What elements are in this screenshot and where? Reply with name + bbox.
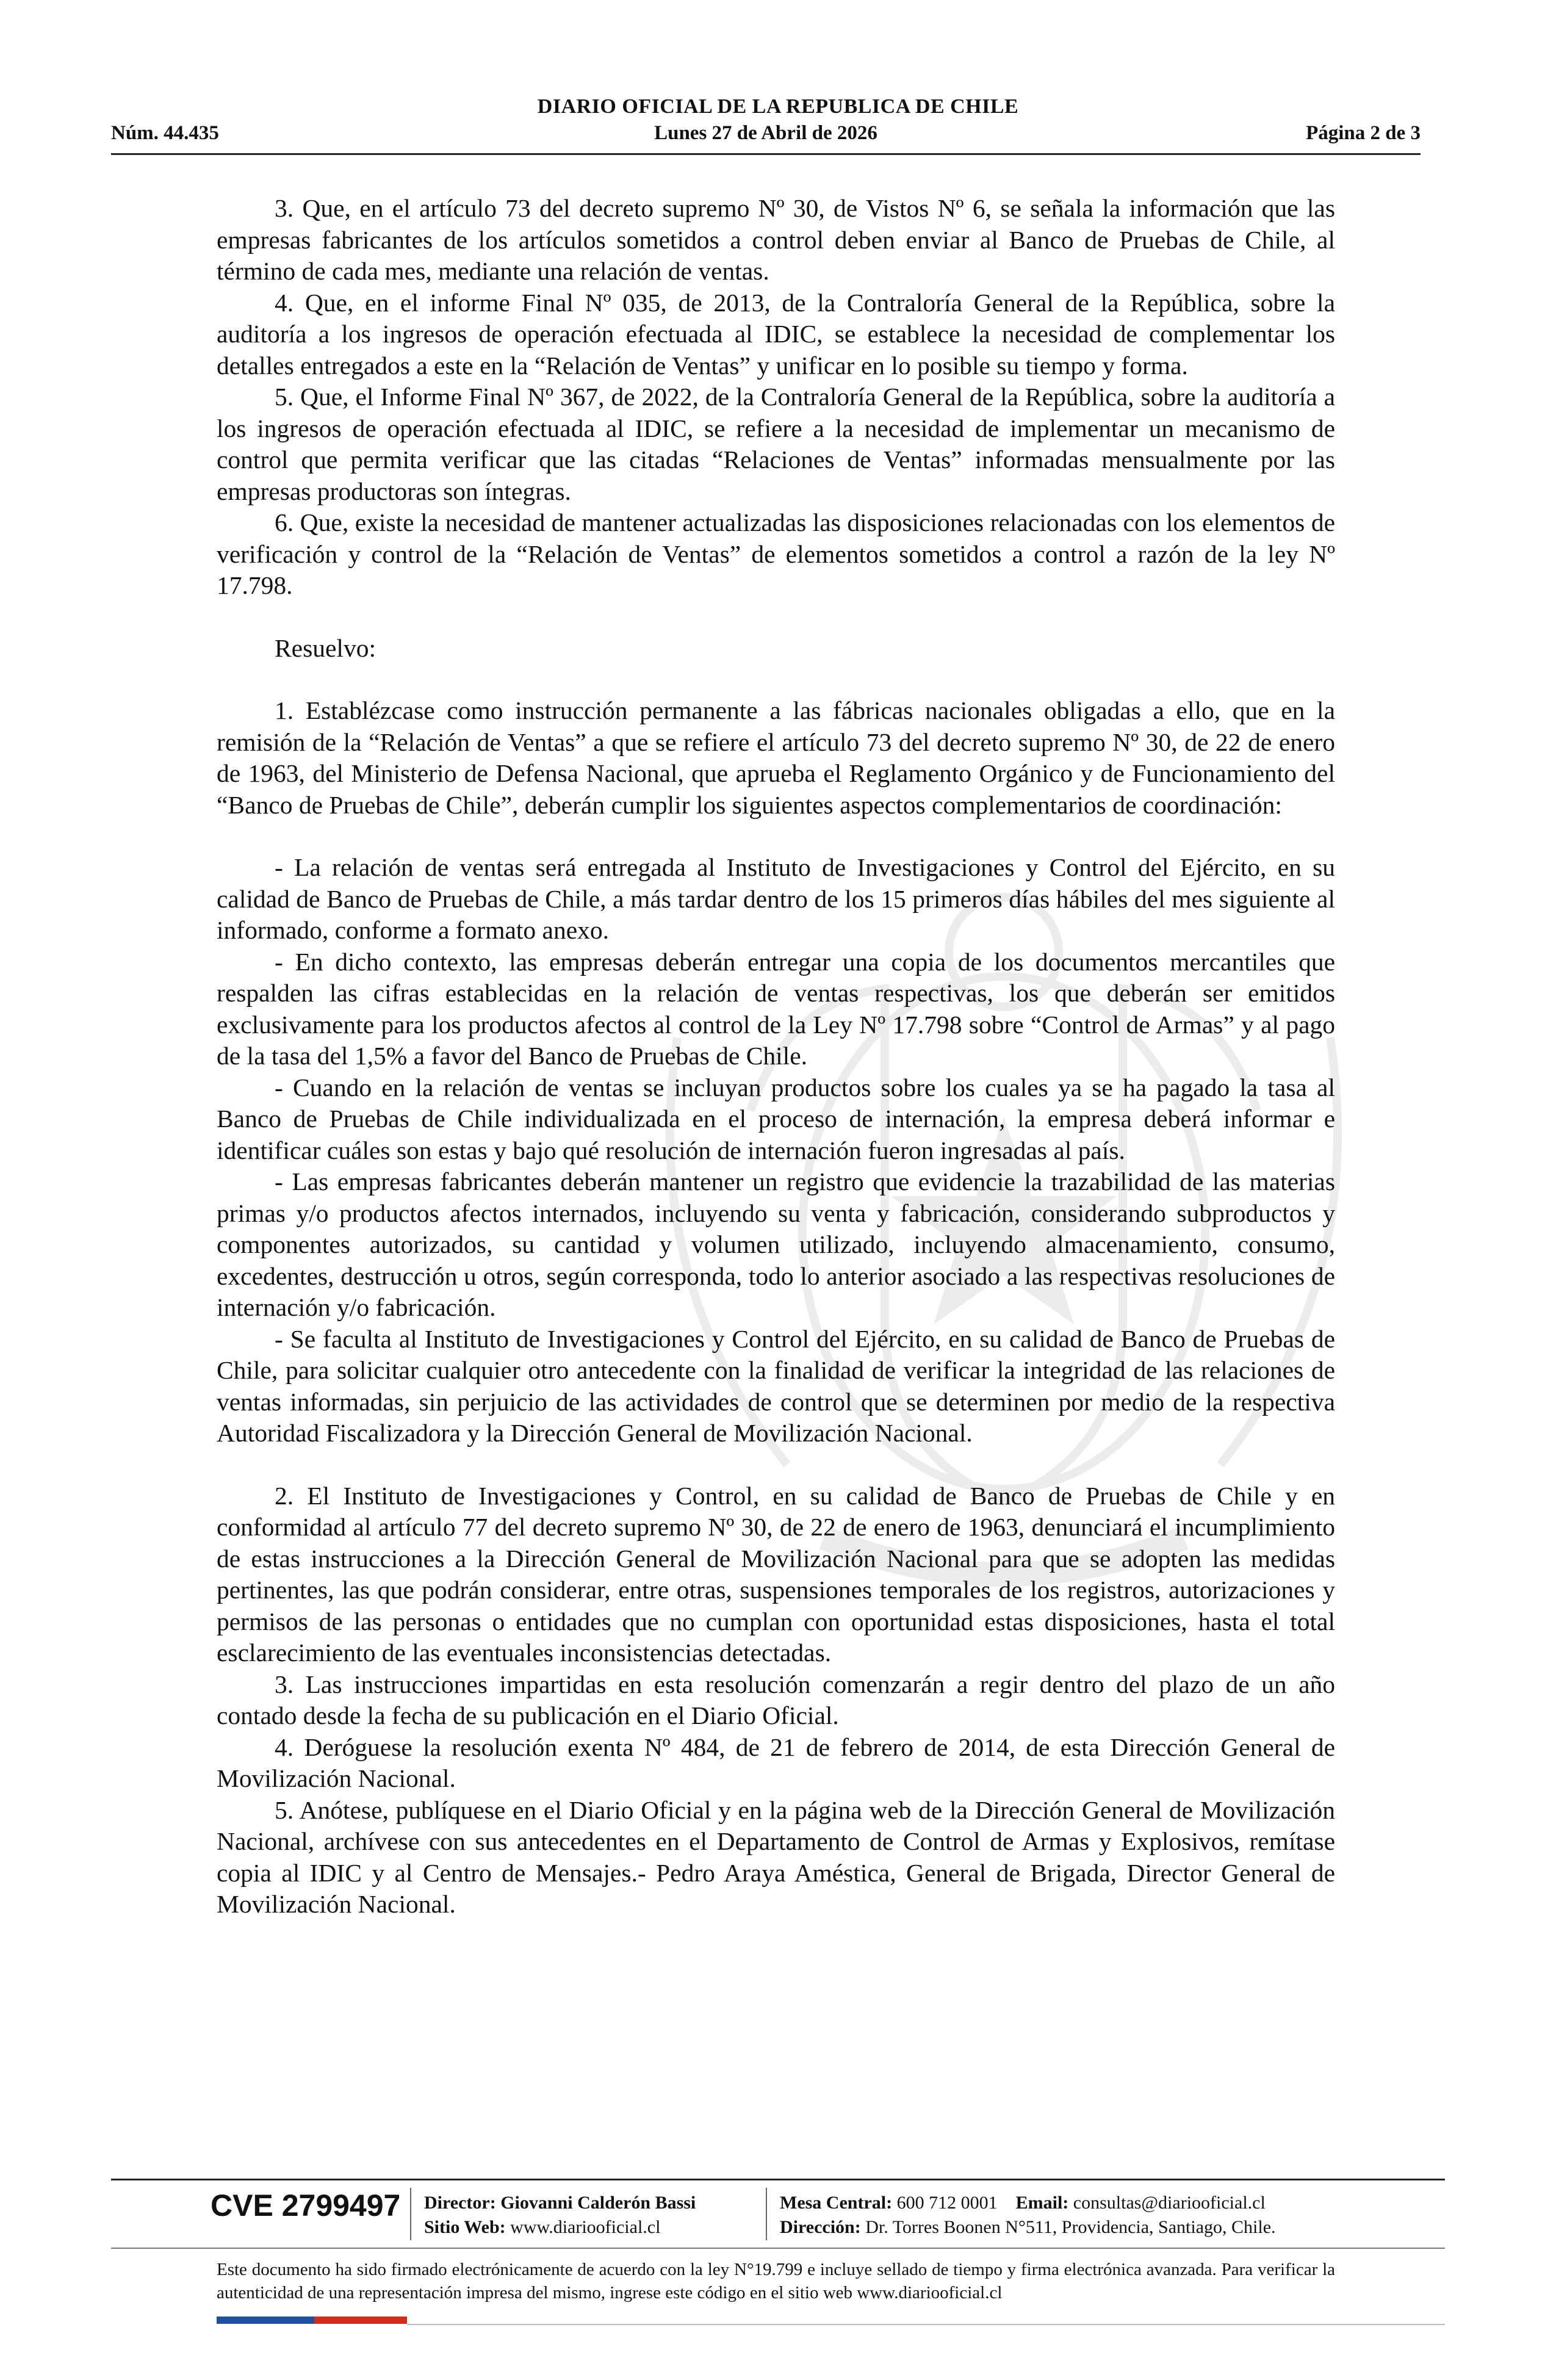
resolution-2: 2. El Instituto de Investigaciones y Control, en su calidad de Banco de Pruebas de Chile y en conformidad al artículo 77 del decreto supremo Nº 30, de 22 de enero de 1963, denunciará el incumplimiento de estas instrucciones a la Dirección General de Movilización Nacional para que se adopten las medidas pertinentes, las que podrán considerar, entre otras, suspensiones temporales de los registros, autorizaciones y permisos de las personas o entidades que no cumplan con oportunidad estas disposiciones, hasta el total esclarecimiento de las eventuales inconsistencias detectadas. (217, 1481, 1335, 1667)
phone-label: Mesa Central: (780, 2193, 893, 2213)
footer-top-rule (111, 2179, 1445, 2180)
footer-bottom-rule (407, 2324, 1445, 2325)
address-label: Dirección: (780, 2217, 861, 2237)
legal-notice: Este documento ha sido firmado electrónicamente de acuerdo con la ley N°19.799 e incluye sellado de tiempo y firma electrónica avanzada. Para verificar la autenticidad de una representación impresa del mismo, ingrese este código en el sitio web www.diariooficial.cl (217, 2260, 1335, 2302)
footer-separator-1 (410, 2188, 411, 2240)
footer-contact-block (780, 2191, 1276, 2240)
considerando-4: 4. Que, en el informe Final Nº 035, de 2013, de la Contraloría General de la República, sobre la auditoría a los ingresos de operación efectuada al IDIC, se establece la necesidad de complementar los detalles entregados a este en la “Relación de Ventas” y unificar en lo posible su tiempo y forma. (217, 288, 1335, 380)
considerando-6: 6. Que, existe la necesidad de mantener actualizadas las disposiciones relacionadas con los elementos de verificación y control de la “Relación de Ventas” de elementos sometidos a control a razón de la ley Nº 17.798. (217, 508, 1335, 599)
resuelvo-heading: Resuelvo: (275, 633, 376, 662)
phone-number: 600 712 0001 (896, 2193, 998, 2213)
resolution-1: 1. Establézcase como instrucción permanente a las fábricas nacionales obligadas a ello, que en la remisión de la “Relación de Ventas” a que se refiere el artículo 73 del decreto supremo Nº 30, de 22 de enero de 1963, del Ministerio de Defensa Nacional, que aprueba el Reglamento Orgánico y de Funcionamiento del “Banco de Pruebas de Chile”, deberán cumplir los siguientes aspectos complementarios de coordinación: (217, 696, 1335, 819)
resolution-4: 4. Deróguese la resolución exenta Nº 484, de 21 de febrero de 2014, de esta Dirección General de Movilización Nacional. (217, 1733, 1335, 1792)
resolution-5: 5. Anótese, publíquese en el Diario Oficial y en la página web de la Dirección General de Movilización Nacional, archívese con sus antecedentes en el Departamento de Control de Armas y Explosivos, remítase copia al IDIC y al Centro de Mensajes.- Pedro Araya Améstica, General de Brigada, Director General de Movilización Nacional. (217, 1795, 1335, 1918)
website-link[interactable]: www.diariooficial.cl (510, 2217, 661, 2237)
footer-separator-2 (766, 2188, 767, 2240)
bullet-2: - En dicho contexto, las empresas deberán entregar una copia de los documentos mercantiles que respalden las cifras establecidas en la relación de ventas respectivas, los que deberán ser emitidos exclusivamente para los productos afectos al control de la Ley Nº 17.798 sobre “Control de Armas” y al pago de la tasa del 1,5% a favor del Banco de Pruebas de Chile. (217, 947, 1335, 1070)
page-indicator: Página 2 de 3 (1306, 122, 1421, 144)
address-text: Dr. Torres Boonen N°511, Providencia, Santiago, Chile. (865, 2217, 1276, 2237)
email-label: Email: (1015, 2193, 1069, 2213)
document-body (217, 193, 1335, 1920)
flag-stripe-red (314, 2317, 407, 2324)
resolution-3: 3. Las instrucciones impartidas en esta resolución comenzarán a regir dentro del plazo de un año contado desde la fecha de su publicación en el Diario Oficial. (217, 1670, 1335, 1729)
bullet-3: - Cuando en la relación de ventas se incluyan productos sobre los cuales ya se ha pagado la tasa al Banco de Pruebas de Chile individualizada en el proceso de internación, la empresa deberá informar e identificar cuáles son estas y bajo qué resolución de internación fueron ingresadas al país. (217, 1073, 1335, 1164)
director-name: Giovanni Calderón Bassi (500, 2193, 696, 2213)
bullet-5: - Se faculta al Instituto de Investigaciones y Control del Ejército, en su calidad de Banco de Pruebas de Chile, para solicitar cualquier otro antecedente con la finalidad de verificar la integridad de las relaciones de ventas informadas, sin perjuicio de las actividades de control que se determinen por medio de la respectiva Autoridad Fiscalizadora y la Dirección General de Movilización Nacional. (217, 1324, 1335, 1447)
header-divider (111, 153, 1421, 155)
email-link[interactable]: consultas@diariooficial.cl (1073, 2193, 1266, 2213)
cve-code: CVE 2799497 (211, 2188, 401, 2223)
issue-number: Núm. 44.435 (111, 122, 219, 144)
footer-middle-rule (111, 2248, 1445, 2249)
considerando-3: 3. Que, en el artículo 73 del decreto supremo Nº 30, de Vistos Nº 6, se señala la información que las empresas fabricantes de los artículos sometidos a control deben enviar al Banco de Pruebas de Chile, al término de cada mes, mediante una relación de ventas. (217, 194, 1335, 285)
considerando-5: 5. Que, el Informe Final Nº 367, de 2022, de la Contraloría General de la República, sobre la auditoría a los ingresos de operación efectuada al IDIC, se refiere a la necesidad de implementar un mecanismo de control que permita verificar que las citadas “Relaciones de Ventas” informadas mensualmente por las empresas productoras son íntegras. (217, 383, 1335, 505)
bullet-1: - La relación de ventas será entregada al Instituto de Investigaciones y Control del Ejército, en su calidad de Banco de Pruebas de Chile, a más tardar dentro de los 15 primeros días hábiles del mes siguiente al informado, conforme a formato anexo. (217, 853, 1335, 944)
header-row (111, 122, 1421, 149)
flag-stripe-blue (217, 2317, 314, 2324)
director-label: Director: (424, 2193, 496, 2213)
newspaper-title: DIARIO OFICIAL DE LA REPUBLICA DE CHILE (537, 95, 1019, 118)
issue-date: Lunes 27 de Abril de 2026 (654, 122, 877, 144)
bullet-4: - Las empresas fabricantes deberán mantener un registro que evidencie la trazabilidad de las materias primas y/o productos afectos internados, incluyendo su venta y fabricación, considerando subproductos y componentes autorizados, su cantidad y volumen utilizado, incluyendo almacenamiento, consumo, excedentes, destrucción u otros, según corresponda, todo lo anterior asociado a las respectivas resoluciones de internación y/o fabricación. (217, 1167, 1335, 1321)
footer-director-block (424, 2191, 696, 2240)
website-label: Sitio Web: (424, 2217, 506, 2237)
